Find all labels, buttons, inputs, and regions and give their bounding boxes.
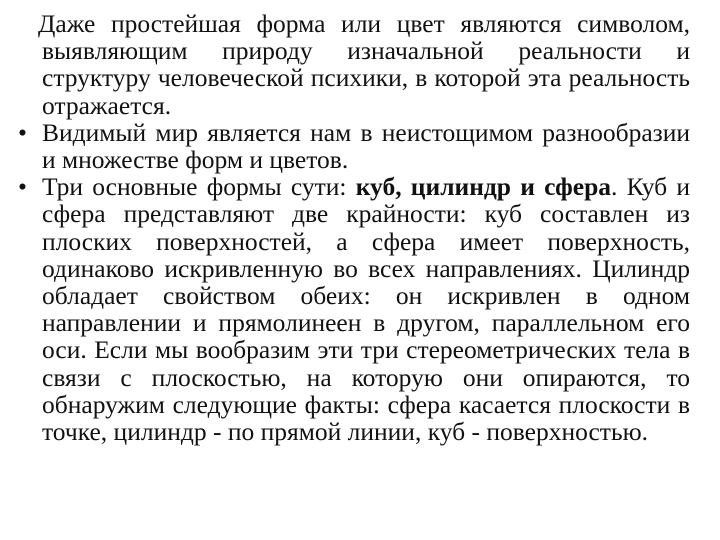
bullet-text-start: Три основные формы сути: bbox=[42, 172, 356, 202]
bullet-item-visible-world bbox=[18, 119, 690, 173]
bullet-marker: • bbox=[18, 172, 27, 202]
bullet-text-end: . Куб и сфера представляют две крайности: куб составлен из плоских поверхностей, а сфера имеет поверхность, одинаково искривленную во всех направлениях. Цилиндр обладает свойством обеих: он искривлен в одном направлении и прямолинеен в другом, параллельном его оси. Если мы вообразим эти три стереометрических тела в связи с плоскостью, на которую они опираются, то обнаружим следующие факты: сфера касается плоскости в точке, цилиндр - по прямой линии, куб - поверхностью. bbox=[42, 172, 690, 447]
bullet-marker: • bbox=[18, 117, 27, 147]
bullet-text: Видимый мир является нам в неистощимом разнообразии и множестве форм и цветов. bbox=[42, 117, 690, 175]
intro-paragraph: Даже простейшая форма или цвет являются символом, выявляющим природу изначальной реальности и структуру человеческой психики, в которой эта реальность отражается. bbox=[38, 9, 690, 120]
bullet-item-three-forms bbox=[18, 173, 690, 445]
bullet-text-bold: куб, цилиндр и сфера bbox=[355, 172, 612, 202]
